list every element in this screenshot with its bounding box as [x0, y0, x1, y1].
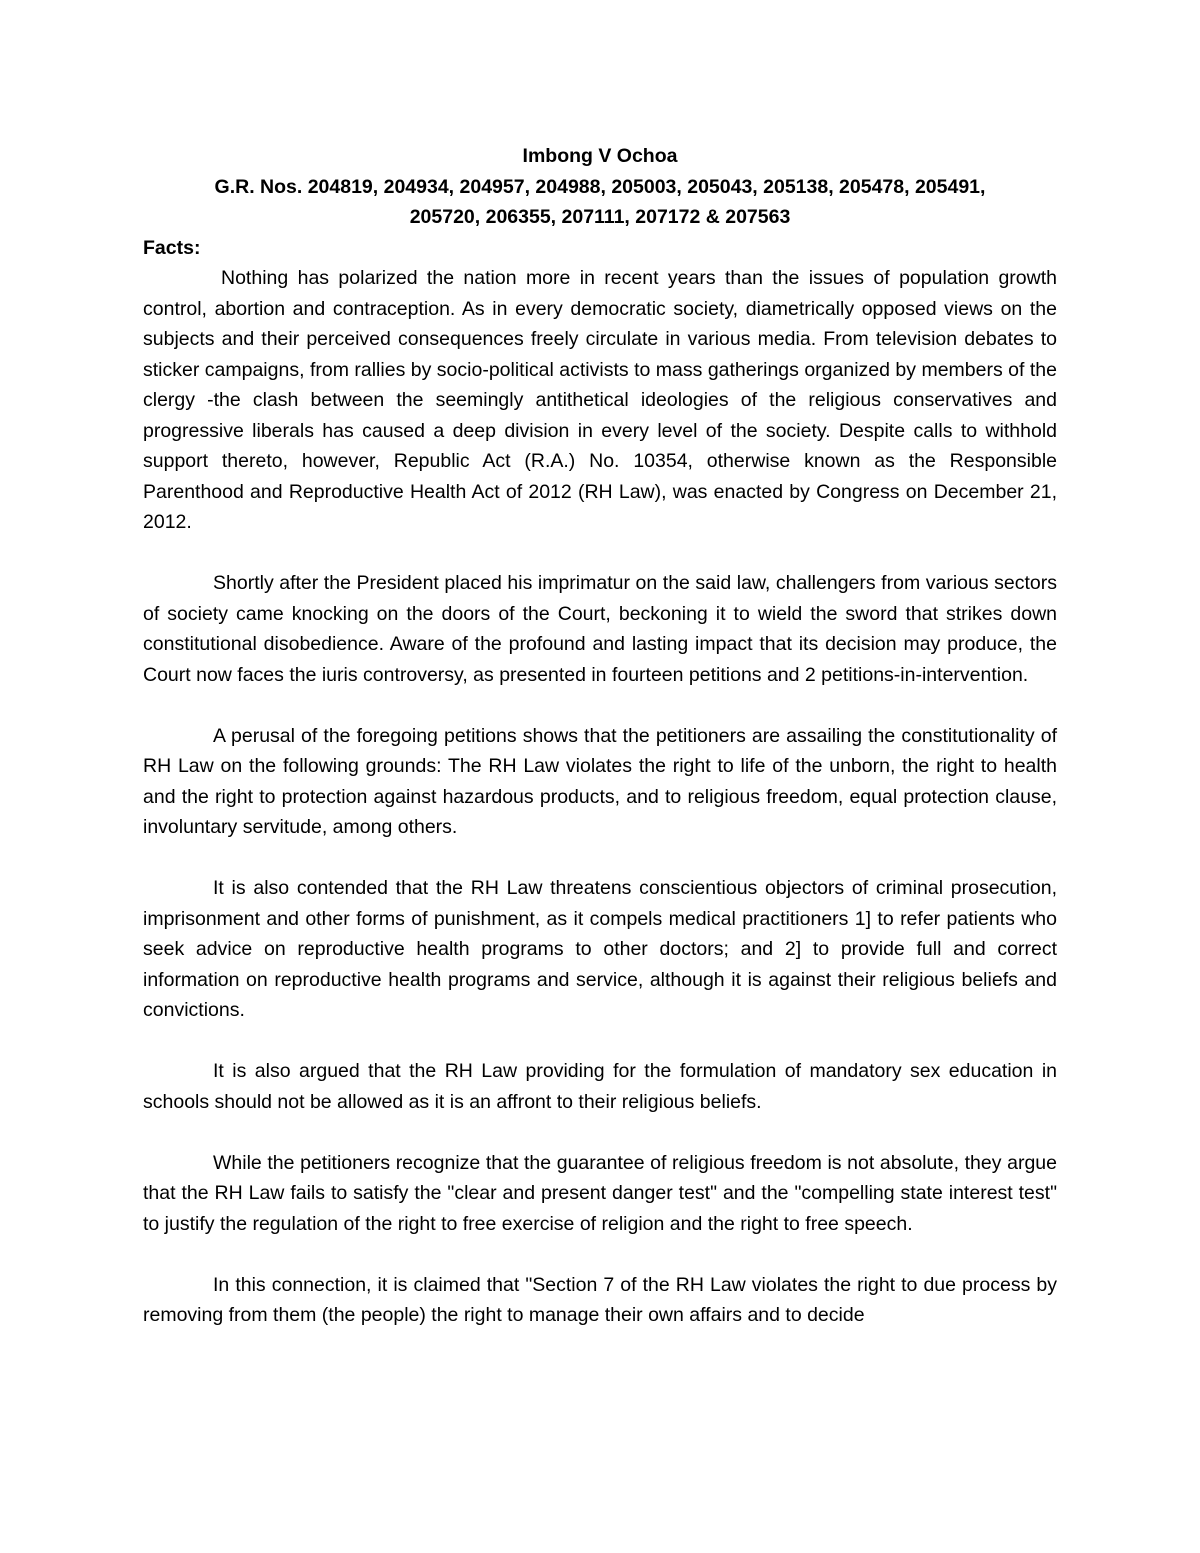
paragraph: In this connection, it is claimed that "Section 7 of the RH Law violates the right to due process by removing from them (the people) the right to manage their own affairs and to decide: [143, 1273, 1057, 1326]
paragraph: Shortly after the President placed his imprimatur on the said law, challengers from various sectors of society came knocking on the doors of the Court, beckoning it to wield the sword that strikes down constitutional disobedience. Aware of the profound and lasting impact that its decision may produce, the Court now faces the iuris controversy, as presented in fourteen petitions and 2 petitions-in-intervention.: [143, 572, 1057, 686]
facts-heading: Facts:: [143, 236, 201, 259]
gr-numbers-line-2: 205720, 206355, 207111, 207172 & 207563: [409, 206, 791, 228]
gr-numbers-line-1: G.R. Nos. 204819, 204934, 204957, 204988, 205003, 205043, 205138, 205478, 205491,: [214, 175, 986, 198]
paragraph: It is also argued that the RH Law providing for the formulation of mandatory sex education in schools should not be allowed as it is an affront to their religious beliefs.: [143, 1060, 1057, 1113]
paragraph: Nothing has polarized the nation more in recent years than the issues of population growth control, abortion and contraception. As in every democratic society, diametrically opposed views on the subjects and their perceived consequences freely circulate in various media. From television debates to sticker campaigns, from rallies by socio-political activists to mass gatherings organized by members of the clergy -the clash between the seemingly antithetical ideologies of the religious conservatives and progressive liberals has caused a deep division in every level of the society. Despite calls to withhold support thereto, however, Republic Act (R.A.) No. 10354, otherwise known as the Responsible Parenthood and Reproductive Health Act of 2012 (RH Law), was enacted by Congress on December 21, 2012.: [143, 267, 1057, 533]
document-body: [143, 141, 1057, 1331]
paragraph: It is also contended that the RH Law threatens conscientious objectors of criminal prosecution, imprisonment and other forms of punishment, as it compels medical practitioners 1] to refer patients who seek advice on reproductive health programs to other doctors; and 2] to provide full and correct information on reproductive health programs and service, although it is against their religious beliefs and convictions.: [143, 877, 1057, 1021]
paragraph: A perusal of the foregoing petitions shows that the petitioners are assailing the constitutionality of RH Law on the following grounds: The RH Law violates the right to life of the unborn, the right to health and the right to protection against hazardous products, and to religious freedom, equal protection clause, involuntary servitude, among others.: [143, 724, 1057, 838]
paragraph: While the petitioners recognize that the guarantee of religious freedom is not absolute, they argue that the RH Law fails to satisfy the "clear and present danger test" and the "compelling state interest test" to justify the regulation of the right to free exercise of religion and the right to free speech.: [143, 1151, 1057, 1235]
document-title: Imbong V Ochoa: [522, 145, 678, 167]
